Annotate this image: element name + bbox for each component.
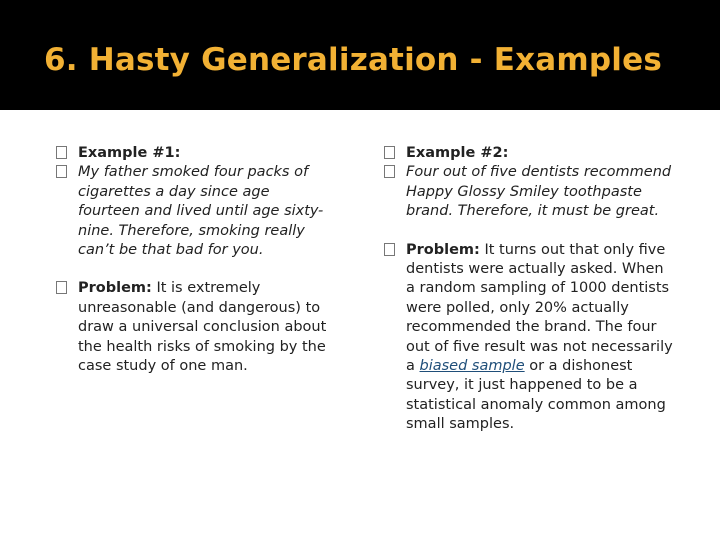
problem-1-item: [56, 279, 331, 376]
left-column: [56, 144, 331, 376]
missing-glyph-box-icon: [384, 243, 395, 256]
title-band: [0, 0, 720, 110]
right-column: [384, 144, 674, 435]
example-2-heading: Example #2:: [406, 145, 509, 161]
example-1-heading: Example #1:: [78, 145, 181, 161]
example-1-text: My father smoked four packs of cigarettes a day since age fourteen and lived until age sixty-nine. Therefore, smoking really can’t be that bad for you.: [78, 164, 324, 259]
missing-glyph-box-icon: [56, 281, 67, 294]
example-2-text: Four out of five dentists recommend Happy Glossy Smiley toothpaste brand. Therefore, it must be great.: [406, 164, 672, 220]
problem-2-item: [384, 241, 674, 435]
problem-2-text-part-1: It turns out that only five dentists were actually asked. When a random sampling of 1000 dentists were polled, only 20% actually recommended the brand. The four out of five result was not necessarily a: [406, 241, 673, 375]
missing-glyph-box-icon: [384, 165, 395, 178]
problem-2-label: Problem:: [406, 241, 480, 258]
example-1-heading-item: [56, 144, 331, 163]
example-2-text-item: [384, 163, 674, 221]
missing-glyph-box-icon: [56, 146, 67, 159]
example-2-heading-item: [384, 144, 674, 163]
problem-1-label: Problem:: [78, 280, 152, 297]
biased-sample-link[interactable]: biased sample: [419, 358, 525, 375]
problem-2-text-part-2: or a dishonest survey, it just happened to be a statistical anomaly common among small samples.: [406, 358, 666, 433]
missing-glyph-box-icon: [56, 165, 67, 178]
missing-glyph-box-icon: [384, 146, 395, 159]
problem-1-text: It is extremely unreasonable (and dangerous) to draw a universal conclusion about the health risks of smoking by the case study of one man.: [78, 280, 327, 375]
example-1-text-item: [56, 163, 331, 260]
page-title: 6. Hasty Generalization - Examples: [44, 42, 663, 78]
